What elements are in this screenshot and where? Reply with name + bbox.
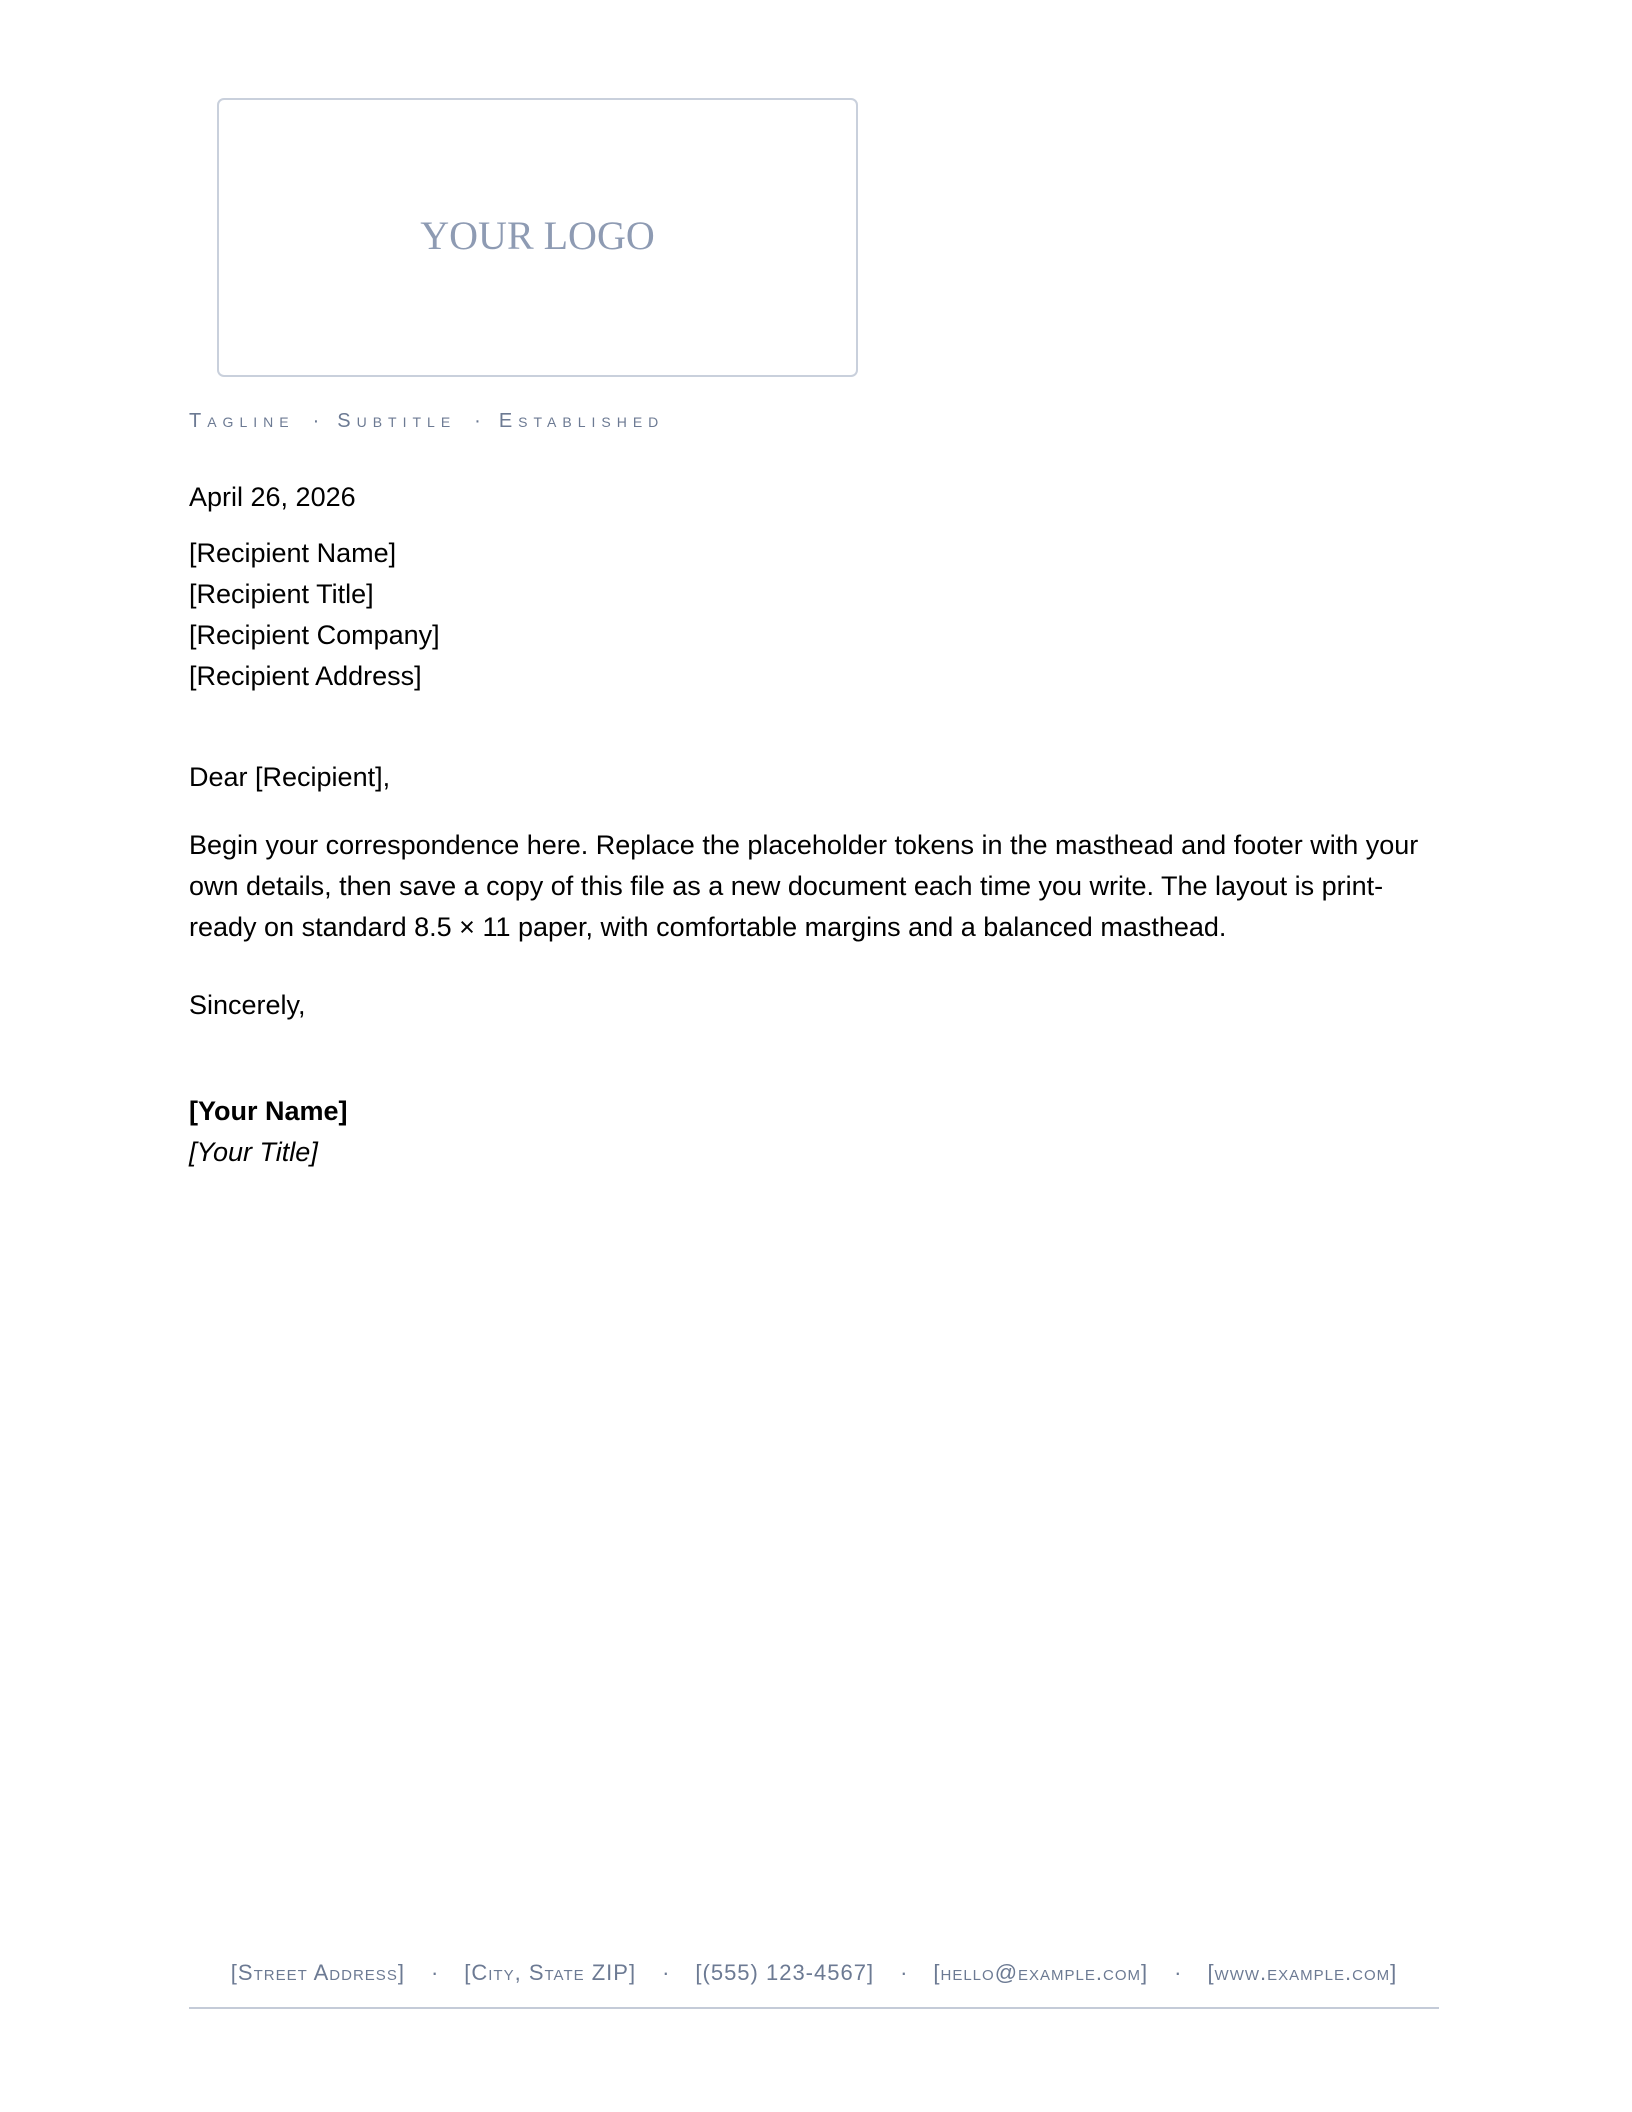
- signature-title: [Your Title]: [189, 1137, 318, 1167]
- logo-placeholder: [217, 98, 858, 377]
- footer-divider: [189, 2007, 1439, 2009]
- closing: Sincerely,: [189, 990, 306, 1020]
- letter-body-paragraph: Begin your correspondence here. Replace the placeholder tokens in the masthead and footer with your own details, then save a copy of this file as a new document each time you write. The layout is print-ready on standard 8.5 × 11 paper, with comfortable margins and a balanced masthead.: [189, 830, 1419, 942]
- established-item: Established: [498, 410, 665, 432]
- tagline-separator: ·: [474, 410, 481, 432]
- footer-separator: ·: [662, 1960, 670, 1985]
- footer-contact-line: [189, 1960, 1439, 1986]
- recipient-name: [Recipient Name]: [189, 538, 397, 568]
- recipient-block: [189, 533, 440, 697]
- footer-separator: ·: [1174, 1960, 1182, 1985]
- footer-phone: [(555) 123-4567]: [695, 1960, 875, 1985]
- footer-email: [hello@example.com]: [933, 1960, 1149, 1985]
- footer-separator: ·: [430, 1960, 439, 1985]
- footer-city: [City, State ZIP]: [464, 1960, 637, 1985]
- footer-street: [Street Address]: [230, 1960, 405, 1985]
- letter-date: April 26, 2026: [189, 482, 356, 512]
- recipient-company: [Recipient Company]: [189, 620, 440, 650]
- logo-text: YOUR LOGO: [420, 213, 655, 258]
- recipient-address: [Recipient Address]: [189, 661, 422, 691]
- footer-separator: ·: [900, 1960, 908, 1985]
- tagline-item: Tagline: [189, 410, 295, 432]
- salutation: Dear [Recipient],: [189, 762, 391, 792]
- signature-name: [Your Name]: [189, 1096, 348, 1126]
- tagline-separator: ·: [312, 410, 320, 432]
- recipient-title: [Recipient Title]: [189, 579, 374, 609]
- masthead-tagline: [189, 410, 664, 433]
- footer-website: [www.example.com]: [1207, 1960, 1398, 1985]
- subtitle-item: Subtitle: [337, 410, 457, 432]
